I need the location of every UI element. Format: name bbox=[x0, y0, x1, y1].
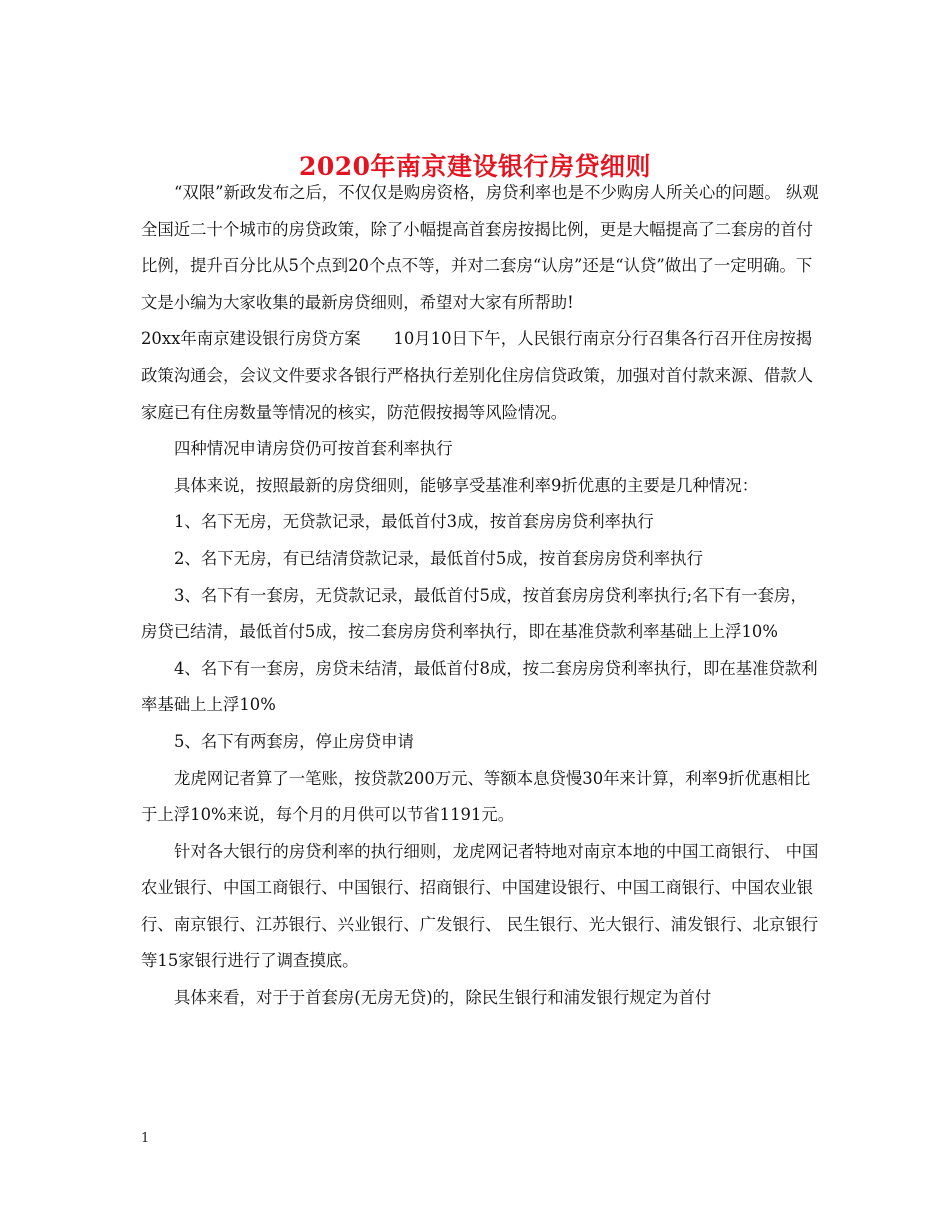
paragraph-calculation: 龙虎网记者算了一笔账，按贷款200万元、等额本息贷慢30年来计算，利率9折优惠相比于上浮10%来说，每个月的月供可以节省1191元。 bbox=[141, 768, 811, 825]
list-item-case-2: 2、名下无房，有已结清贷款记录，最低首付5成，按首套房房贷利率执行 bbox=[174, 548, 703, 568]
paragraph-intro: “双限”新政发布之后，不仅仅是购房资格，房贷利率也是不少购房人所关心的问题。 纵观全国近二十个城市的房贷政策，除了小幅提高首套房按揭比例，更是大幅提高了二套房的首付比例，提升百分比从5个点到20个点不等，并对二套房“认房”还是“认贷”做出了一定明确。下文是小编为大家收集的最新房贷细则，希望对大家有所帮助! bbox=[141, 183, 819, 312]
document-body bbox=[141, 175, 821, 1017]
list-item-case-3: 3、名下有一套房，无贷款记录，最低首付5成，按首套房房贷利率执行;名下有一套房，房贷已结清，最低首付5成，按二套房房贷利率执行，即在基准贷款利率基础上上浮10% bbox=[141, 585, 807, 642]
document-title: 2020年南京建设银行房贷细则 bbox=[298, 151, 652, 181]
paragraph-first-home: 具体来看，对于于首套房(无房无贷)的，除民生银行和浦发银行规定为首付 bbox=[174, 988, 712, 1008]
list-item-case-4: 4、名下有一套房，房贷未结清，最低首付8成，按二套房房贷利率执行，即在基准贷款利率基础上上浮10% bbox=[141, 658, 818, 715]
page-number: 1 bbox=[141, 1131, 150, 1146]
paragraph-specific-cases: 具体来说，按照最新的房贷细则，能够享受基准利率9折优惠的主要是几种情况： bbox=[174, 475, 759, 495]
paragraph-plan: 20xx年南京建设银行房贷方案 10月10日下午，人民银行南京分行召集各行召开住房按揭政策沟通会，会议文件要求各银行严格执行差别化住房信贷政策，加强对首付款来源、借款人家庭已有住房数量等情况的核实，防范假按揭等风险情况。 bbox=[141, 329, 814, 422]
list-item-case-5: 5、名下有两套房，停止房贷申请 bbox=[174, 731, 414, 751]
paragraph-bank-survey: 针对各大银行的房贷利率的执行细则，龙虎网记者特地对南京本地的中国工商银行、 中国农业银行、中国工商银行、中国银行、招商银行、中国建设银行、中国工商银行、中国农业银行、南京银行、江苏银行、兴业银行、广发银行、 民生银行、光大银行、浦发银行、北京银行等15家银行进行了调查摸底。 bbox=[141, 841, 819, 971]
list-item-case-1: 1、名下无房，无贷款记录，最低首付3成，按首套房房贷利率执行 bbox=[174, 512, 654, 532]
paragraph-heading-four-cases: 四种情况申请房贷仍可按首套利率执行 bbox=[174, 439, 453, 459]
